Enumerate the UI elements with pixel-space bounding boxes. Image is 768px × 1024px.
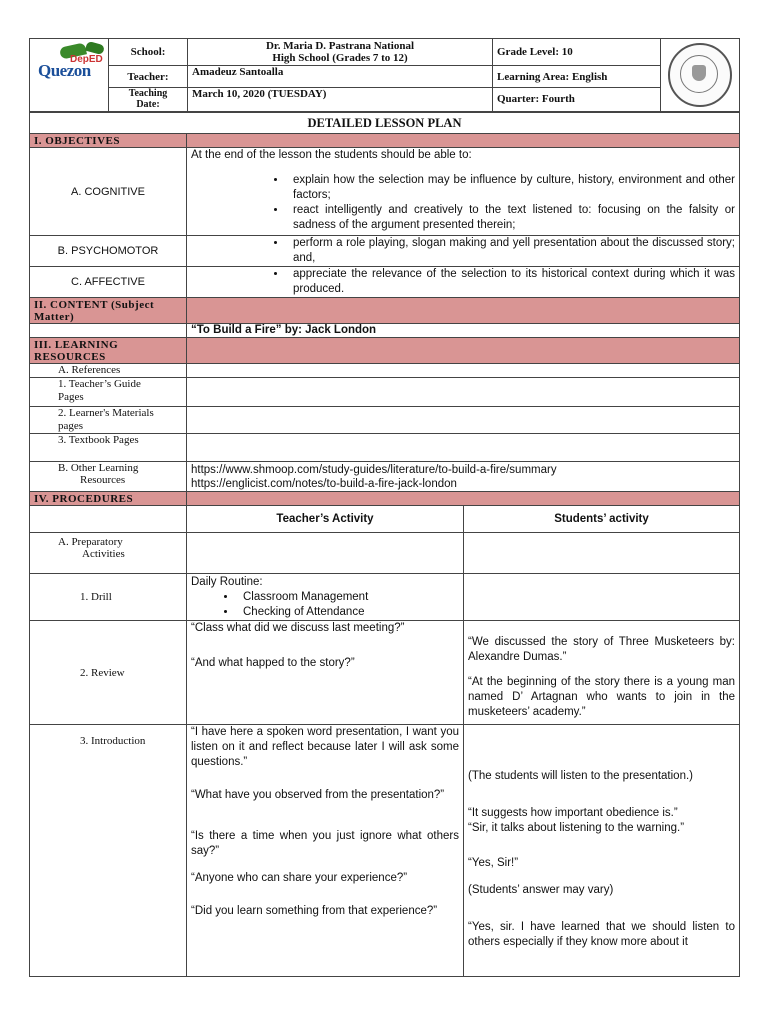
review-label: 2. Review bbox=[30, 621, 187, 725]
affective-objective bbox=[187, 267, 740, 298]
document-title: DETAILED LESSON PLAN bbox=[30, 113, 740, 134]
other-resources-label: B. Other Learning Resources bbox=[30, 462, 187, 492]
deped-quezon-logo: DepED Quezon bbox=[30, 39, 109, 112]
grade-level: Grade Level: 10 bbox=[493, 39, 661, 66]
drill-title: Daily Routine: bbox=[191, 576, 263, 588]
learning-area: Learning Area: English bbox=[493, 66, 661, 87]
teaching-date-label: Teaching Date: bbox=[109, 87, 188, 111]
lesson-body-table bbox=[29, 112, 740, 977]
school-label: School: bbox=[109, 39, 188, 66]
resource-link[interactable]: https://englicist.com/notes/to-build-a-fire-jack-london bbox=[191, 478, 457, 490]
header-table bbox=[29, 38, 740, 112]
teacher-activity-header: Teacher’s Activity bbox=[187, 506, 464, 533]
drill-label: 1. Drill bbox=[30, 574, 187, 621]
quarter: Quarter: Fourth bbox=[493, 87, 661, 111]
introduction-label: 3. Introduction bbox=[30, 725, 187, 977]
other-resources-links bbox=[187, 462, 740, 492]
list-item: • perform a role playing, slogan making and yell presentation about the discussed story; and, bbox=[287, 236, 735, 266]
teacher-value: Amadeuz Santoalla bbox=[188, 66, 493, 87]
resources-heading: III. LEARNING RESOURCES bbox=[30, 338, 187, 364]
references-label: A. References bbox=[30, 364, 187, 378]
review-students-activity: “We discussed the story of Three Musketeers by: Alexandre Dumas.” “At the beginning of the story there is a young man named D’ Artagnan who wants to join in the musketeers’ academy.” bbox=[464, 621, 740, 725]
content-heading: II. CONTENT (Subject Matter) bbox=[30, 298, 187, 324]
school-value: Dr. Maria D. Pastrana National High School (Grades 7 to 12) bbox=[188, 39, 493, 66]
review-teacher-activity: “Class what did we discuss last meeting?” “And what happed to the story?” bbox=[187, 621, 464, 725]
list-item: • explain how the selection may be influence by culture, history, environment and other factors; bbox=[287, 173, 735, 203]
affective-label: C. AFFECTIVE bbox=[30, 267, 187, 298]
objectives-heading: I. OBJECTIVES bbox=[30, 134, 187, 148]
teaching-date-value: March 10, 2020 (TUESDAY) bbox=[188, 87, 493, 111]
school-seal-icon bbox=[661, 39, 740, 112]
students-activity-header: Students’ activity bbox=[464, 506, 740, 533]
list-item: • Checking of Attendance bbox=[237, 605, 459, 620]
objectives-intro: At the end of the lesson the students should be able to: bbox=[191, 149, 472, 161]
resource-link[interactable]: https://www.shmoop.com/study-guides/literature/to-build-a-fire/summary bbox=[191, 464, 557, 476]
drill-teacher-activity bbox=[187, 574, 464, 621]
teachers-guide-label: 1. Teacher’s Guide Pages bbox=[30, 378, 187, 407]
psychomotor-objective bbox=[187, 236, 740, 267]
list-item: • appreciate the relevance of the selection to its historical context during which it was produced. bbox=[287, 267, 735, 297]
list-item: • react intelligently and creatively to the text listened to: focusing on the falsity or sadness of the argument presented therein; bbox=[287, 203, 735, 233]
lesson-plan-page bbox=[29, 38, 739, 977]
textbook-label: 3. Textbook Pages bbox=[30, 434, 187, 462]
teacher-label: Teacher: bbox=[109, 66, 188, 87]
list-item: • Classroom Management bbox=[237, 590, 459, 605]
introduction-teacher-activity: “I have here a spoken word presentation, I want you listen on it and reflect because later I will ask some questions.” “What have you observed from the presentation?” “Is there a time when you just ignore what others say?” “Anyone who can share your experience?” “Did you learn something from that experience?” bbox=[187, 725, 464, 977]
cognitive-label: A. COGNITIVE bbox=[30, 148, 187, 236]
cognitive-objectives bbox=[187, 148, 740, 236]
psychomotor-label: B. PSYCHOMOTOR bbox=[30, 236, 187, 267]
introduction-students-activity: (The students will listen to the presentation.) “It suggests how important obedience is.” “Sir, it talks about listening to the warning.” “Yes, Sir!” (Students’ answer may vary) “Yes, sir. I have learned that we should listen to others especially if they know more about it bbox=[464, 725, 740, 977]
content-value: “To Build a Fire” by: Jack London bbox=[187, 324, 740, 338]
learners-materials-label: 2. Learner's Materials pages bbox=[30, 407, 187, 434]
preparatory-activities-label: A. Preparatory Activities bbox=[30, 533, 187, 574]
procedures-heading: IV. PROCEDURES bbox=[30, 492, 187, 506]
